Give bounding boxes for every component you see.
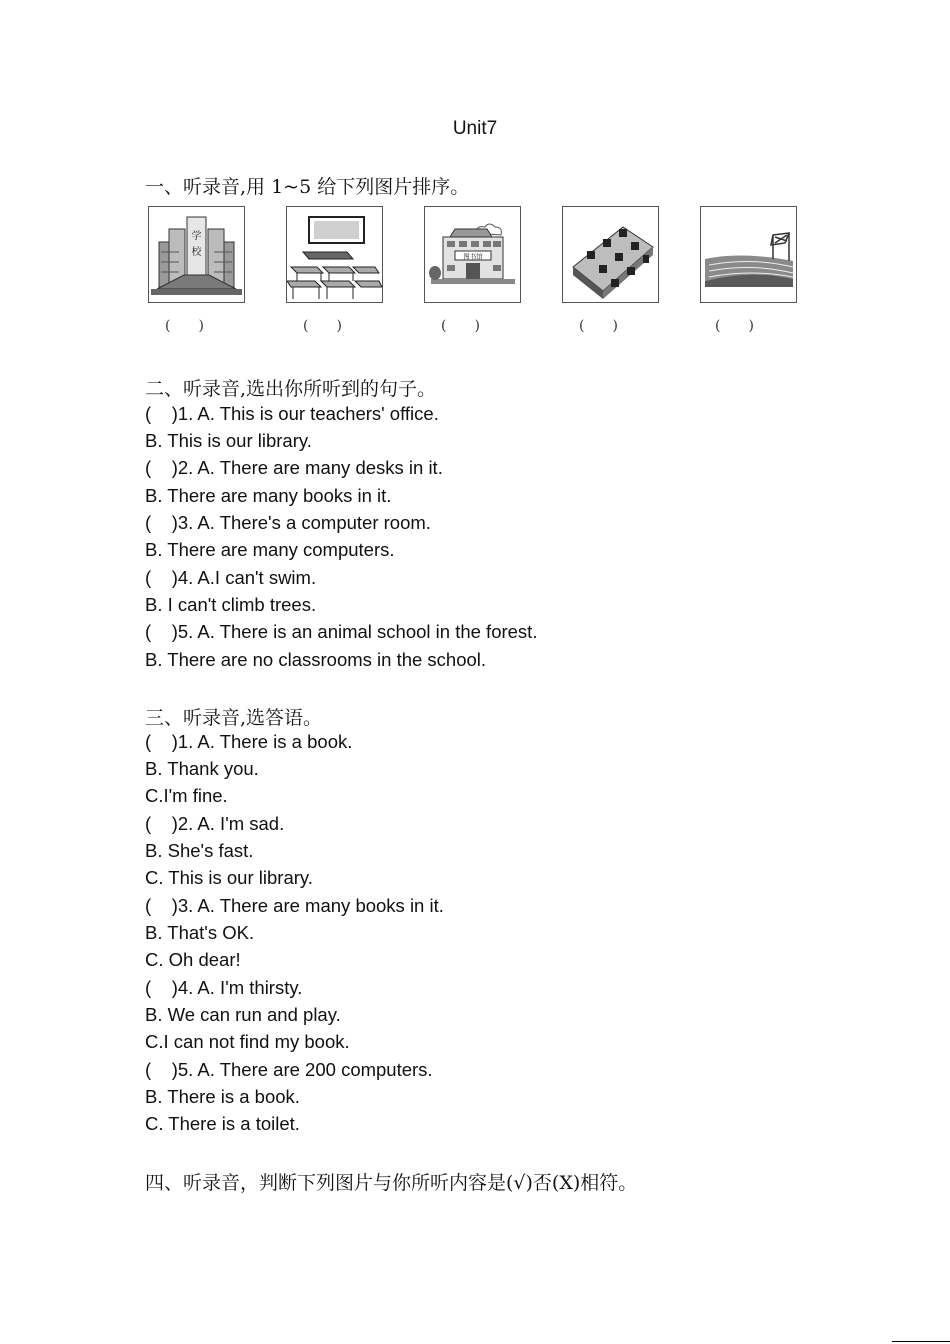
section3-line: ( )5. A. There are 200 computers. [145, 1059, 433, 1080]
section3-line: B. Thank you. [145, 758, 259, 779]
picture-5-answer-blank[interactable]: ( ) [715, 318, 754, 334]
section3-line: B. We can run and play. [145, 1004, 341, 1025]
picture-3-answer-blank[interactable]: ( ) [441, 318, 480, 334]
school-sign-char-1: 学 [191, 231, 202, 242]
section4-heading: 四、听录音，判断下列图片与你所听内容是(√)否(X)相符。 [145, 1172, 638, 1194]
section2-line: ( )2. A. There are many desks in it. [145, 457, 443, 478]
section3-line: ( )4. A. I'm thirsty. [145, 977, 303, 998]
picture-library [424, 206, 521, 303]
section3-line: C.I can not find my book. [145, 1031, 350, 1052]
section3-heading: 三、听录音,选答语。 [145, 707, 323, 729]
section2-line: B. There are no classrooms in the school. [145, 649, 487, 670]
section2-line: B. There are many computers. [145, 539, 395, 560]
school-building-icon [149, 207, 244, 302]
computer-room-icon [563, 207, 658, 302]
section2-line: ( )5. A. There is an animal school in the forest. [145, 621, 538, 642]
library-building-icon [425, 207, 520, 302]
classroom-icon [287, 207, 382, 302]
page-title: Unit7 [452, 118, 498, 139]
page-corner-rule [892, 1341, 950, 1342]
section3-line: C. Oh dear! [145, 949, 241, 970]
section3-line: ( )1. A. There is a book. [145, 731, 353, 752]
picture-1-answer-blank[interactable]: ( ) [165, 318, 204, 334]
picture-2-answer-blank[interactable]: ( ) [303, 318, 342, 334]
section2-line: B. This is our library. [145, 430, 312, 451]
section3-line: B. She's fast. [145, 840, 254, 861]
picture-playground [700, 206, 797, 303]
school-sign-char-2: 校 [191, 247, 202, 258]
section3-line: B. That's OK. [145, 922, 255, 943]
section3-line: ( )2. A. I'm sad. [145, 813, 285, 834]
picture-4-answer-blank[interactable]: ( ) [579, 318, 618, 334]
playground-icon [701, 207, 796, 302]
picture-computer-room [562, 206, 659, 303]
section2-line: B. I can't climb trees. [145, 594, 317, 615]
section2-heading: 二、听录音,选出你所听到的句子。 [145, 378, 437, 400]
picture-classroom [286, 206, 383, 303]
section3-line: C.I'm fine. [145, 785, 228, 806]
library-sign: 图书馆 [463, 252, 483, 261]
section3-line: ( )3. A. There are many books in it. [145, 895, 444, 916]
section3-line: B. There is a book. [145, 1086, 300, 1107]
section3-line: C. This is our library. [145, 867, 313, 888]
section2-line: ( )4. A.I can't swim. [145, 567, 317, 588]
picture-school [148, 206, 245, 303]
section3-line: C. There is a toilet. [145, 1113, 300, 1134]
section2-line: ( )3. A. There's a computer room. [145, 512, 431, 533]
section2-line: ( )1. A. This is our teachers' office. [145, 403, 439, 424]
section2-line: B. There are many books in it. [145, 485, 392, 506]
section1-heading: 一、听录音,用 1~5 给下列图片排序。 [145, 176, 470, 198]
